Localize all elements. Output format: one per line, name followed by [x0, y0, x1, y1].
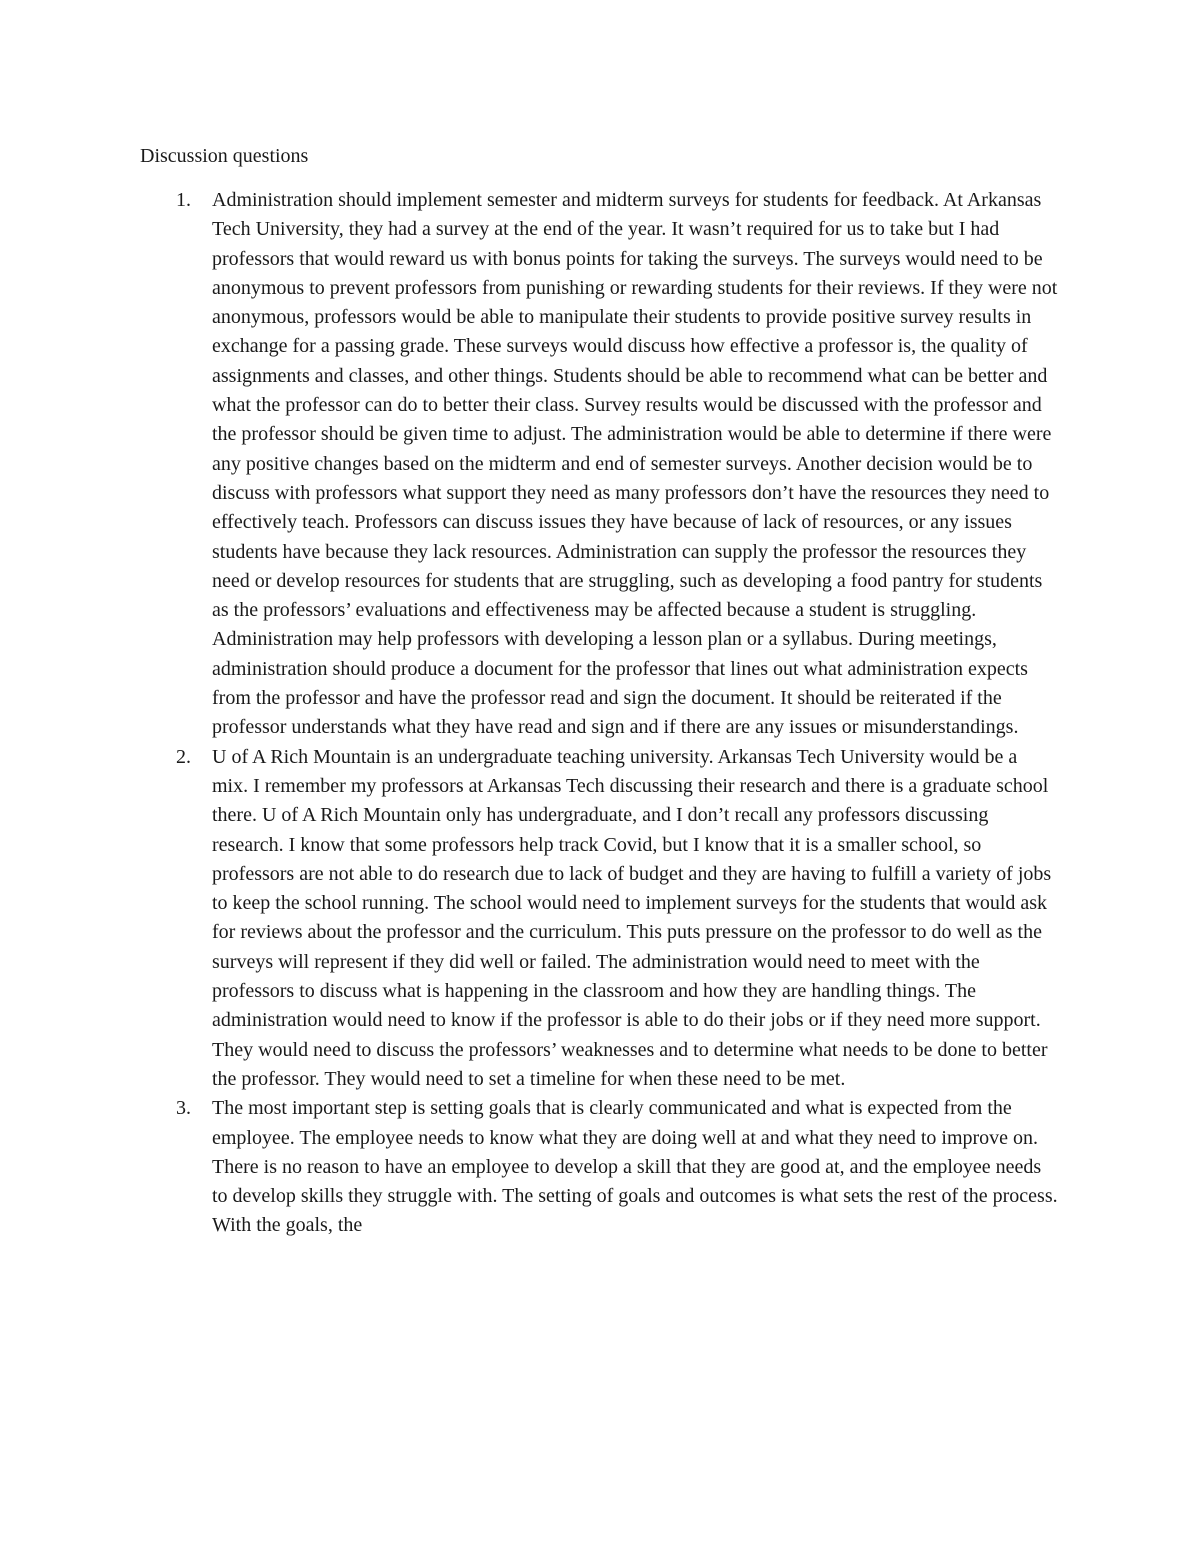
question-item-3 — [140, 1094, 1058, 1240]
question-list — [140, 186, 1058, 1241]
question-item-1 — [140, 186, 1058, 743]
question-number: 2. — [176, 745, 191, 768]
question-answer-text: Administration should implement semester and midterm surveys for students for feedback. At Arkansas Tech University, they had a survey at the end of the year. It wasn’t required for us to take but I had professors that would reward us with bonus points for taking the surveys. The surveys would need to be anonymous to prevent professors from punishing or rewarding students for their reviews. If they were not anonymous, professors would be able to manipulate their students to provide positive survey results in exchange for a passing grade. These surveys would discuss how effective a professor is, the quality of assignments and classes, and other things. Students should be able to recommend what can be better and what the professor can do to better their class. Survey results would be discussed with the professor and the professor should be given time to adjust. The administration would be able to determine if there were any positive changes based on the midterm and end of semester surveys. Another decision would be to discuss with professors what support they need as many professors don’t have the resources they need to effectively teach. Professors can discuss issues they have because of lack of resources, or any issues students have because they lack resources. Administration can supply the professor the resources they need or develop resources for students that are struggling, such as developing a food pantry for students as the professors’ evaluations and effectiveness may be affected because a student is struggling. Administration may help professors with developing a lesson plan or a syllabus. During meetings, administration should produce a document for the professor that lines out what administration expects from the professor and have the professor read and sign the document. It should be reiterated if the professor understands what they have read and sign and if there are any issues or misunderstandings. — [212, 189, 1058, 739]
question-answer-text: U of A Rich Mountain is an undergraduate teaching university. Arkansas Tech University would be a mix. I remember my professors at Arkansas Tech discussing their research and there is a graduate school there. U of A Rich Mountain only has undergraduate, and I don’t recall any professors discussing research. I know that some professors help track Covid, but I know that it is a smaller school, so professors are not able to do research due to lack of budget and they are having to fulfill a variety of jobs to keep the school running. The school would need to implement surveys for the students that would ask for reviews about the professor and the curriculum. This puts pressure on the professor to do well as the surveys will represent if they did well or failed. The administration would need to meet with the professors to discuss what is happening in the classroom and how they are handling things. The administration would need to know if the professor is able to do their jobs or if they need more support. They would need to discuss the professors’ weaknesses and to determine what needs to be done to better the professor. They would need to set a timeline for when these need to be met. — [212, 745, 1052, 1090]
question-item-2 — [140, 743, 1058, 1095]
question-number: 3. — [176, 1097, 191, 1120]
question-answer-text: The most important step is setting goals that is clearly communicated and what is expected from the employee. The employee needs to know what they are doing well at and what they need to improve on. There is no reason to have an employee to develop a skill that they are good at, and the employee needs to develop skills they struggle with. The setting of goals and outcomes is what sets the rest of the process. With the goals, the — [212, 1097, 1058, 1237]
question-number: 1. — [176, 189, 191, 211]
document-heading: Discussion questions — [140, 145, 309, 167]
